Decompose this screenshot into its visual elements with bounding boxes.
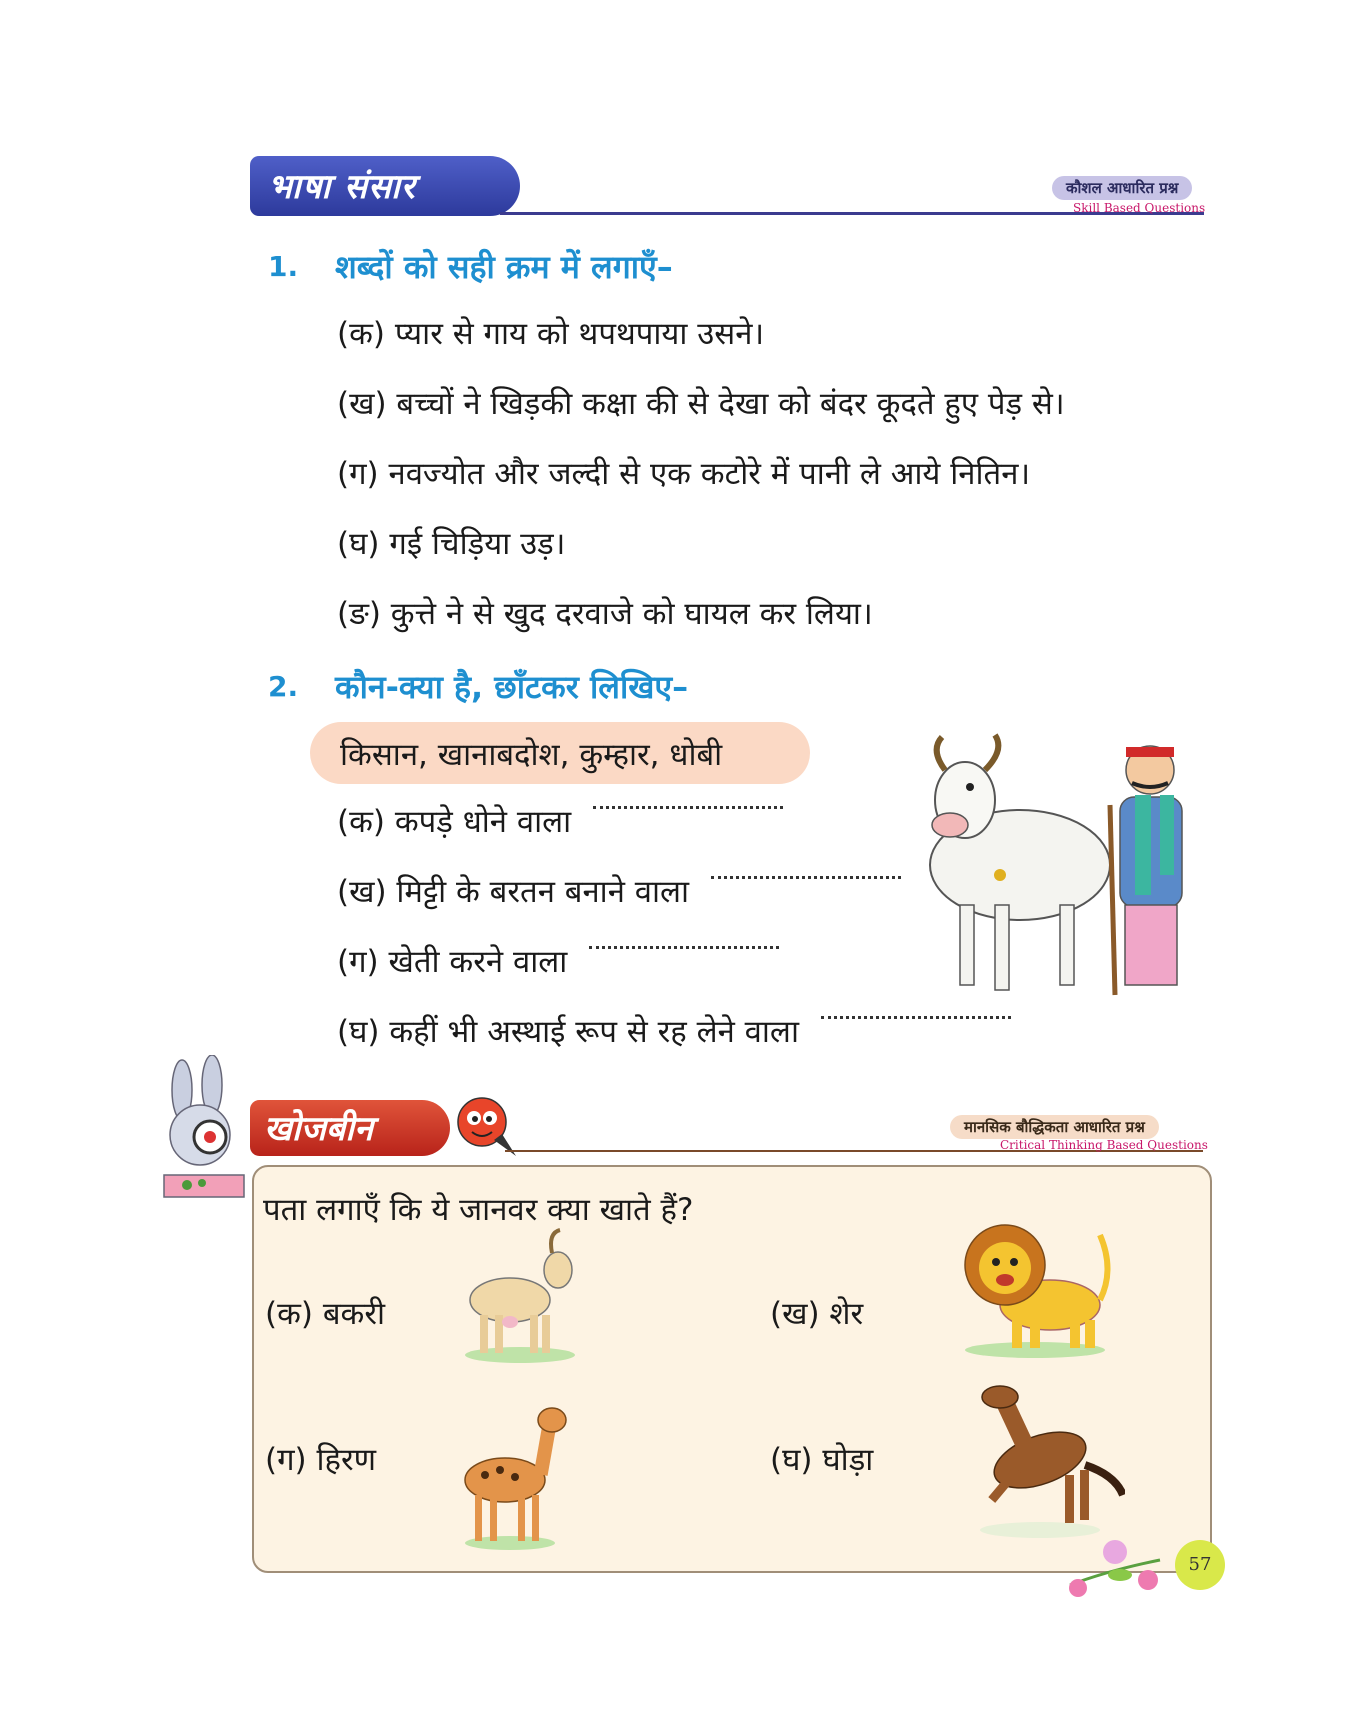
rabbit-mascot-illustration xyxy=(142,1055,262,1205)
khojbeen-question: पता लगाएँ कि ये जानवर क्या खाते हैं? xyxy=(263,1192,694,1228)
reorder-item: (घ) गई चिड़िया उड़। xyxy=(337,526,566,562)
goat-illustration xyxy=(450,1225,590,1365)
question-title: कौन-क्या है, छाँटकर लिखिए– xyxy=(335,668,689,706)
khojbeen-title: खोजबीन xyxy=(264,1109,373,1149)
fill-item xyxy=(337,940,779,982)
question-number: 1. xyxy=(268,250,299,283)
animal-label-deer: (ग) हिरण xyxy=(265,1442,377,1478)
fill-item-label: (क) कपड़े धोने वाला xyxy=(337,804,572,840)
animal-label-goat: (क) बकरी xyxy=(265,1296,386,1332)
question-number: 2. xyxy=(268,670,299,703)
skill-tag-english: Skill Based Questions xyxy=(1073,201,1206,215)
page-number: 57 xyxy=(1175,1540,1225,1590)
horse-illustration xyxy=(945,1375,1125,1545)
reorder-item: (क) प्यार से गाय को थपथपाया उसने। xyxy=(337,316,765,352)
answer-blank[interactable] xyxy=(589,946,779,949)
section-title: भाषा संसार xyxy=(268,167,416,207)
question-title: शब्दों को सही क्रम में लगाएँ– xyxy=(335,248,673,286)
lion-illustration xyxy=(950,1210,1120,1360)
flower-decoration xyxy=(1060,1530,1190,1605)
answer-blank[interactable] xyxy=(593,806,783,809)
fill-item xyxy=(337,870,901,912)
deer-illustration xyxy=(440,1385,580,1555)
critical-tag-english: Critical Thinking Based Questions xyxy=(1000,1138,1208,1152)
reorder-item: (ख) बच्चों ने खिड़की कक्षा की से देखा को बंदर कूदते हुए पेड़ से। xyxy=(337,386,1065,422)
answer-blank[interactable] xyxy=(821,1016,1011,1019)
answer-blank[interactable] xyxy=(711,876,901,879)
animal-label-lion: (ख) शेर xyxy=(770,1296,864,1332)
critical-tag-hindi: मानसिक बौद्धिकता आधारित प्रश्न xyxy=(950,1115,1159,1139)
fill-item-label: (घ) कहीं भी अस्थाई रूप से रह लेने वाला xyxy=(337,1014,799,1050)
fill-item-label: (ख) मिट्टी के बरतन बनाने वाला xyxy=(337,874,690,910)
farmer-cow-illustration xyxy=(910,725,1210,1005)
skill-tag-hindi: कौशल आधारित प्रश्न xyxy=(1052,176,1192,200)
fill-item-label: (ग) खेती करने वाला xyxy=(337,944,568,980)
word-box-text: किसान, खानाबदोश, कुम्हार, धोबी xyxy=(340,737,723,773)
reorder-item: (ग) नवज्योत और जल्दी से एक कटोरे में पानी ले आये नितिन। xyxy=(337,456,1031,492)
reorder-item: (ङ) कुत्ते ने से खुद दरवाजे को घायल कर लिया। xyxy=(337,596,873,632)
fill-item xyxy=(337,800,783,842)
animal-label-horse: (घ) घोड़ा xyxy=(770,1442,874,1478)
fill-item xyxy=(337,1010,1011,1052)
